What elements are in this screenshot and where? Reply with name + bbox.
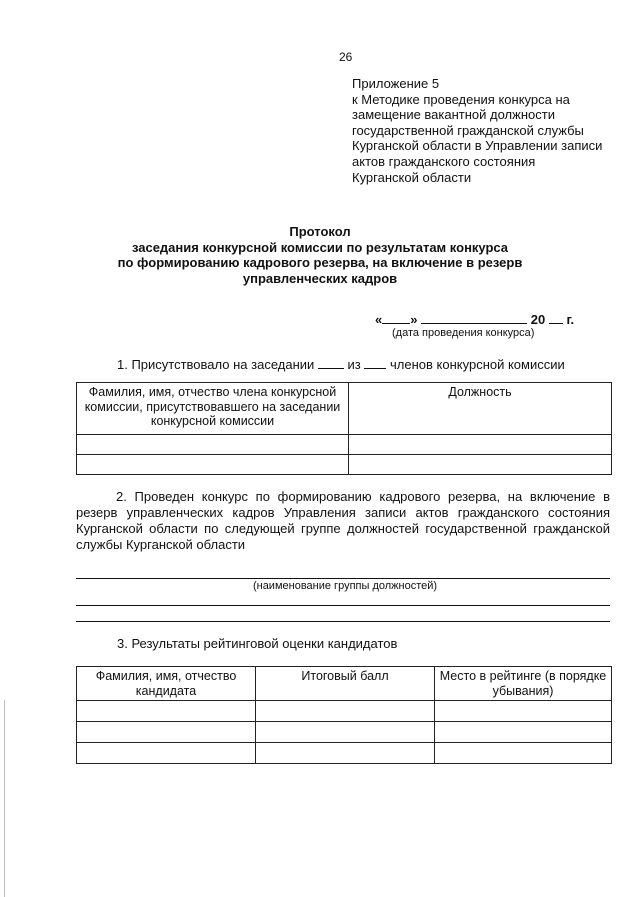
table-cell[interactable] xyxy=(77,455,349,475)
candidate-rating-table xyxy=(76,666,612,764)
position-group-line[interactable] xyxy=(76,605,610,606)
table-row xyxy=(77,701,612,722)
present-count-blank[interactable] xyxy=(318,356,344,369)
table-row xyxy=(77,435,612,455)
table-cell[interactable] xyxy=(77,435,349,455)
date-close-quote: » xyxy=(410,312,418,327)
table-cell[interactable] xyxy=(256,701,435,722)
annex-line: Курганской области xyxy=(352,169,472,185)
header-position: Должность xyxy=(349,383,612,435)
title-line: управленческих кадров xyxy=(242,270,398,286)
table-cell[interactable] xyxy=(349,435,612,455)
document-title xyxy=(0,224,640,286)
annex-line: замещение вакантной должности xyxy=(352,107,555,123)
title-heading: Протокол xyxy=(289,224,351,239)
year-suffix: г. xyxy=(566,312,575,327)
table-header-row xyxy=(77,667,612,701)
table-cell[interactable] xyxy=(435,743,612,764)
page-number: 26 xyxy=(339,50,353,64)
annex-line: к Методике проведения конкурса на xyxy=(352,91,570,107)
annex-line: актов гражданского состояния xyxy=(352,153,536,169)
section2-text: 2. Проведен конкурс по формированию кадрового резерва, на включение в резерв управленческих кадров Управления записи актов гражданского состояния Курганской области по следующей группе должностей государственной гражданской службы Курганской области xyxy=(76,489,610,552)
year-blank[interactable] xyxy=(549,312,563,324)
annex-line: Приложение 5 xyxy=(352,76,440,91)
total-count-blank[interactable] xyxy=(364,356,386,369)
header-rating-place: Место в рейтинге (в порядке убывания) xyxy=(435,667,612,701)
section3-heading: 3. Результаты рейтинговой оценки кандидатов xyxy=(117,636,398,651)
table-row xyxy=(77,455,612,475)
date-caption: (дата проведения конкурса) xyxy=(392,327,535,339)
year-prefix: 20 xyxy=(530,312,546,327)
table-cell[interactable] xyxy=(435,722,612,743)
table-cell[interactable] xyxy=(77,722,256,743)
section1-text-part: из xyxy=(347,357,361,372)
month-blank[interactable] xyxy=(421,312,527,324)
table-cell[interactable] xyxy=(77,743,256,764)
date-open-quote: « xyxy=(375,312,383,327)
position-group-line[interactable] xyxy=(76,621,610,622)
table-cell[interactable] xyxy=(435,701,612,722)
header-member-name: Фамилия, имя, отчество члена конкурсной комиссии, присутствовавшего на заседании конкурсной комиссии xyxy=(77,383,349,435)
table-cell[interactable] xyxy=(77,701,256,722)
annex-line: Курганской области в Управлении записи xyxy=(352,138,603,154)
header-total-score: Итоговый балл xyxy=(256,667,435,701)
annex-header xyxy=(352,76,622,185)
section1-text-part: 1. Присутствовало на заседании xyxy=(117,357,315,372)
day-blank[interactable] xyxy=(382,312,410,324)
table-header-row xyxy=(77,383,612,435)
table-cell[interactable] xyxy=(256,743,435,764)
date-line xyxy=(375,312,574,327)
section1-text-part: членов конкурсной комиссии xyxy=(390,357,565,372)
title-line: по формированию кадрового резерва, на включение в резерв xyxy=(117,255,523,270)
position-group-line[interactable] xyxy=(76,578,610,579)
commission-members-table xyxy=(76,382,612,475)
table-cell[interactable] xyxy=(349,455,612,475)
scan-edge xyxy=(4,700,5,897)
header-candidate-name: Фамилия, имя, отчество кандидата xyxy=(77,667,256,701)
table-row xyxy=(77,743,612,764)
position-group-caption: (наименование группы должностей) xyxy=(252,580,438,592)
table-cell[interactable] xyxy=(256,722,435,743)
section1-text xyxy=(117,356,565,373)
annex-line: государственной гражданской службы xyxy=(352,122,584,138)
table-row xyxy=(77,722,612,743)
title-line: заседания конкурсной комиссии по результатам конкурса xyxy=(131,239,509,255)
